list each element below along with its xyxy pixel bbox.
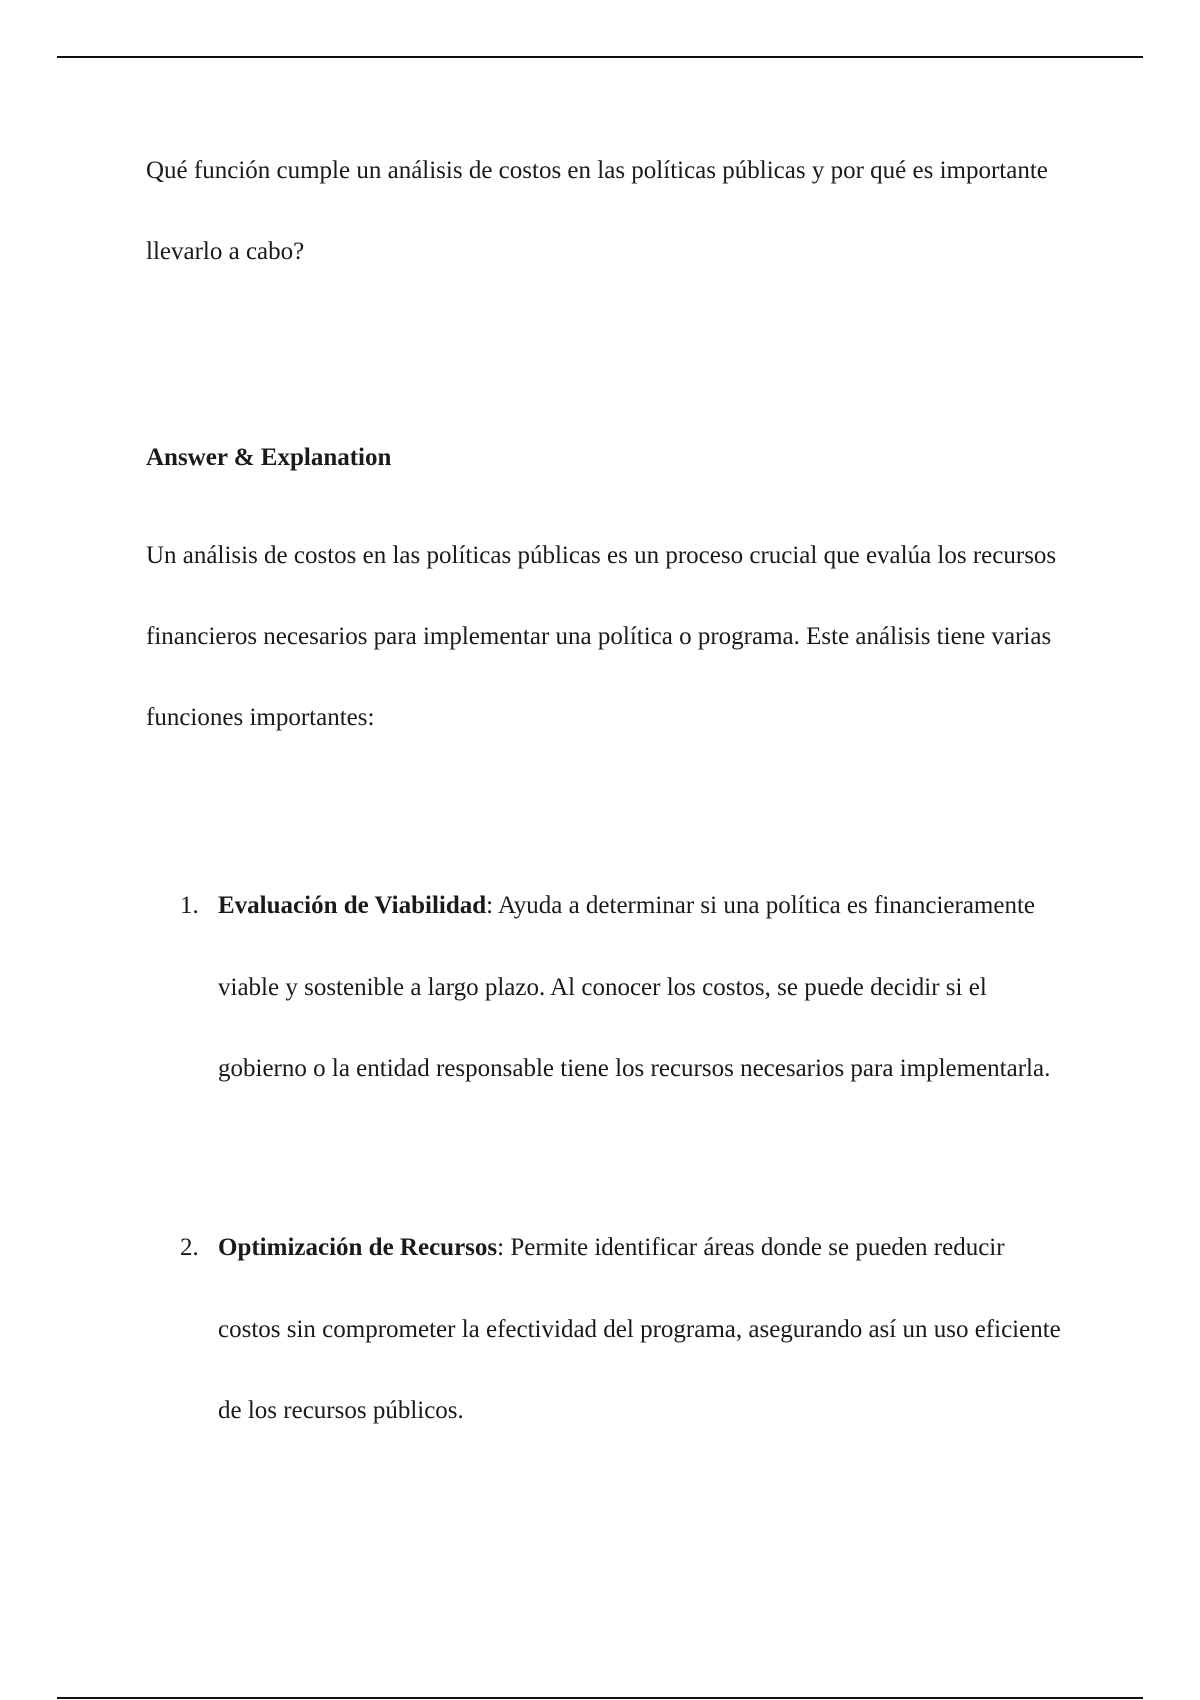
list-item-body: : Permite identificar áreas donde se pueden reducir costos sin comprometer la efectividad del programa, asegurando así un uso eficiente de los recursos públicos. <box>218 1234 1061 1424</box>
functions-list-continued <box>146 1207 1066 1452</box>
answer-intro: Un análisis de costos en las políticas públicas es un proceso crucial que evalúa los recursos financieros necesarios para implementar una política o programa. Este análisis tiene varias funciones importantes: <box>146 542 1057 731</box>
list-item-body: : Ayuda a determinar si una política es financieramente viable y sostenible a largo plazo. Al conocer los costos, se puede decidir si el gobierno o la entidad responsable tiene los recursos necesarios para implementarla. <box>218 892 1051 1082</box>
functions-list <box>146 865 1066 1110</box>
bottom-divider <box>57 1697 1143 1699</box>
list-item <box>146 1207 1066 1452</box>
list-item-title: Optimización de Recursos <box>218 1234 498 1261</box>
top-divider <box>57 56 1143 58</box>
list-item <box>146 865 1066 1110</box>
list-item-number: 1. <box>180 892 199 919</box>
document-body <box>146 130 1066 1424</box>
answer-heading: Answer & Explanation <box>146 444 392 471</box>
list-item-title: Evaluación de Viabilidad <box>218 892 487 919</box>
list-item-number: 2. <box>180 1234 199 1261</box>
question-text: Qué función cumple un análisis de costos en las políticas públicas y por qué es importante llevarlo a cabo? <box>146 157 1048 265</box>
